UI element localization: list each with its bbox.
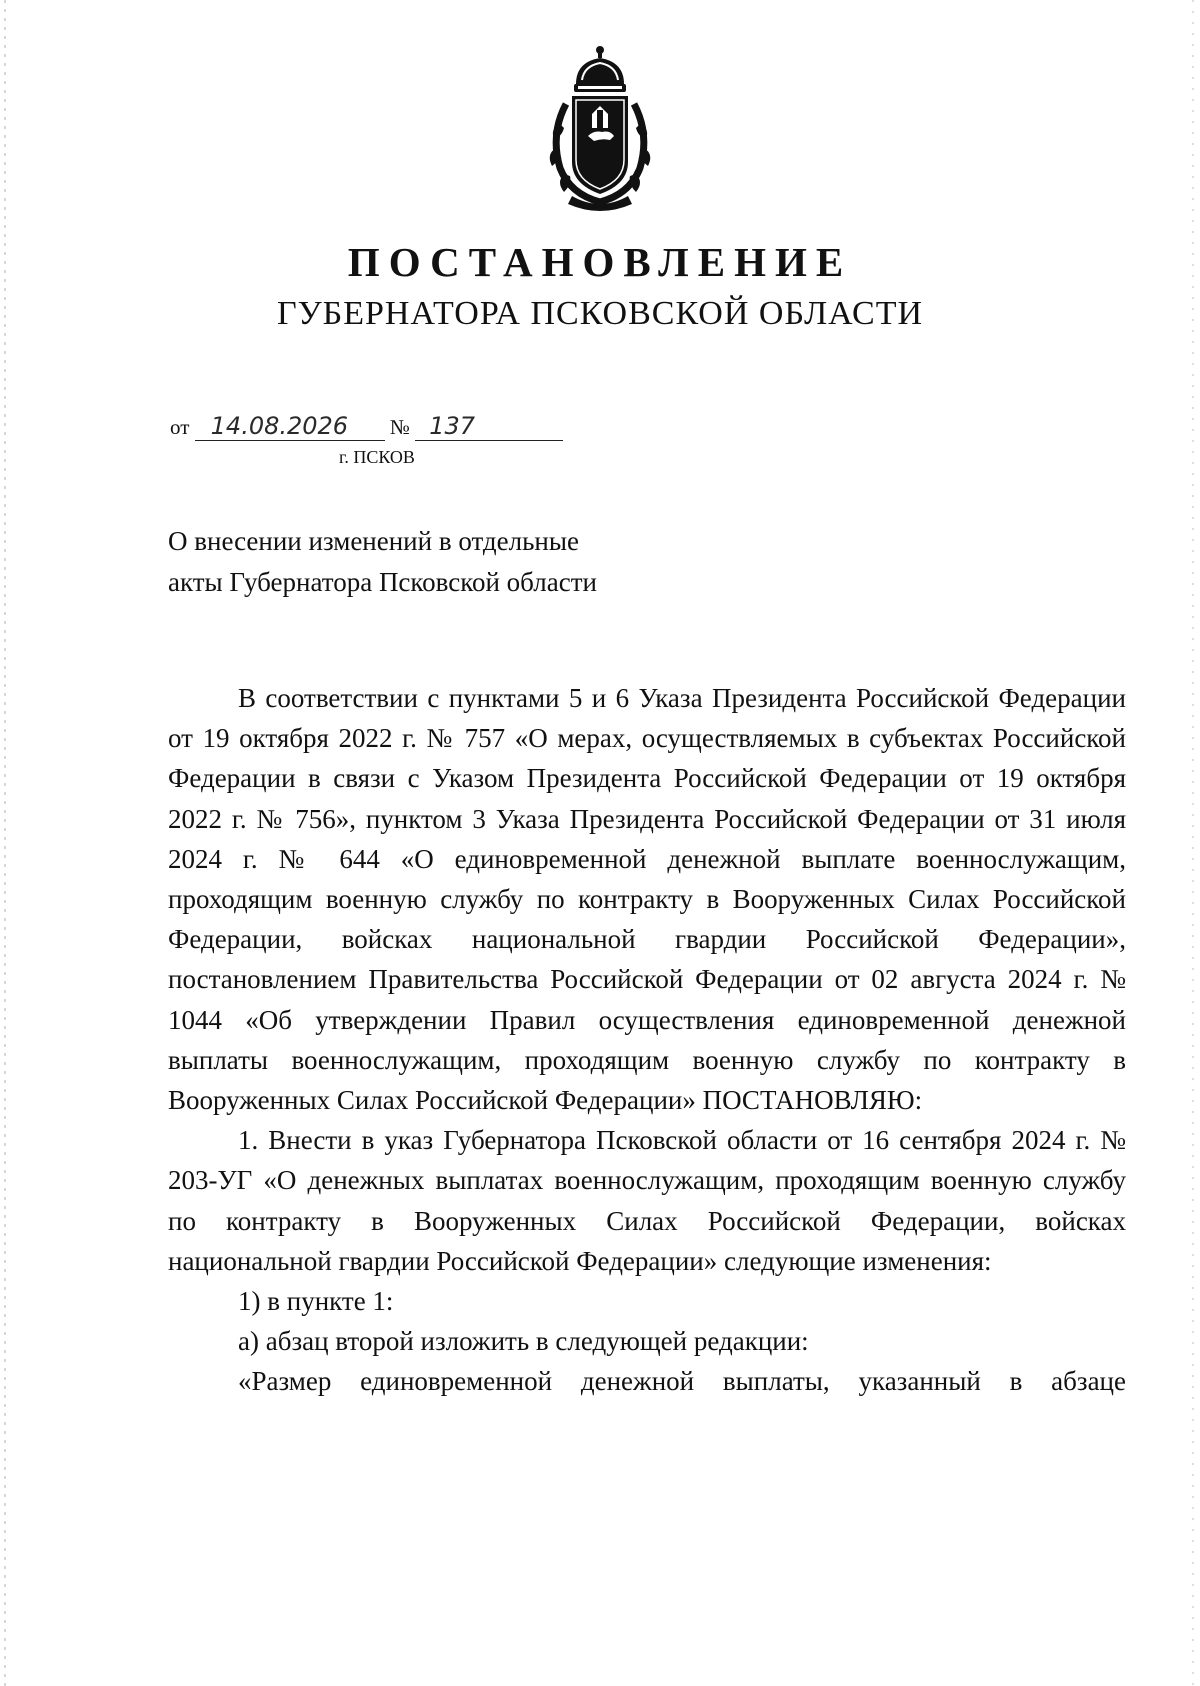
body-subitem-a: а) абзац второй изложить в следующей редакции: — [238, 1326, 809, 1357]
document-title: ПОСТАНОВЛЕНИЕ — [347, 239, 853, 285]
handwritten-date: 14.08.2026 — [210, 412, 349, 440]
body-paragraph-preamble: В соответствии с пунктами 5 и 6 Указа Президента Российской Федерации от 19 октября 2022 г. № 757 «О мерах, осуществляемых в субъектах Российской Федерации в связи с Указом Президента Российской Федерации от 19 октября 2022 г. № 756», пунктом 3 Указа Президента Российской Федерации от 31 июля 2024 г. № 644 «О единовременной денежной выплате военнослужащим, проходящим военную службу по контракту в Вооруженных Силах Российской Федерации, войсках национальной гвардии Российской Федерации», постановлением Правительства Российской Федерации от 02 августа 2024 г. № 1044 «Об утверждении Правил осуществления единовременной денежной выплаты военнослужащим, проходящим военную службу по контракту в Вооруженных Силах Российской Федерации» ПОСТАНОВЛЯЮ: — [168, 683, 1126, 1116]
number-field — [415, 412, 563, 441]
document-issuer: ГУБЕРНАТОРА ПСКОВСКОЙ ОБЛАСТИ — [276, 295, 924, 332]
body-subitem-1: 1) в пункте 1: — [238, 1286, 394, 1317]
handwritten-number: 137 — [429, 412, 476, 440]
subject-line-2: акты Губернатора Псковской области — [168, 567, 597, 597]
number-prefix: № — [389, 415, 410, 439]
document-subject — [168, 521, 597, 603]
body-quote-start: «Размер единовременной денежной выплаты, указанный в абзаце — [238, 1366, 1126, 1397]
date-field — [195, 412, 385, 441]
city-label: г. ПСКОВ — [339, 447, 415, 467]
body-paragraph-item-1: 1. Внести в указ Губернатора Псковской области от 16 сентября 2024 г. № 203-УГ «О денежных выплатах военнослужащим, проходящим военную службу по контракту в Вооруженных Силах Российской Федерации, войсках национальной гвардии Российской Федерации» следующие изменения: — [168, 1125, 1126, 1276]
date-number-line — [170, 412, 563, 441]
document-body — [168, 678, 1126, 1402]
subject-line-1: О внесении изменений в отдельные — [168, 526, 579, 556]
coat-of-arms-emblem — [536, 44, 664, 212]
date-prefix: от — [170, 415, 190, 439]
